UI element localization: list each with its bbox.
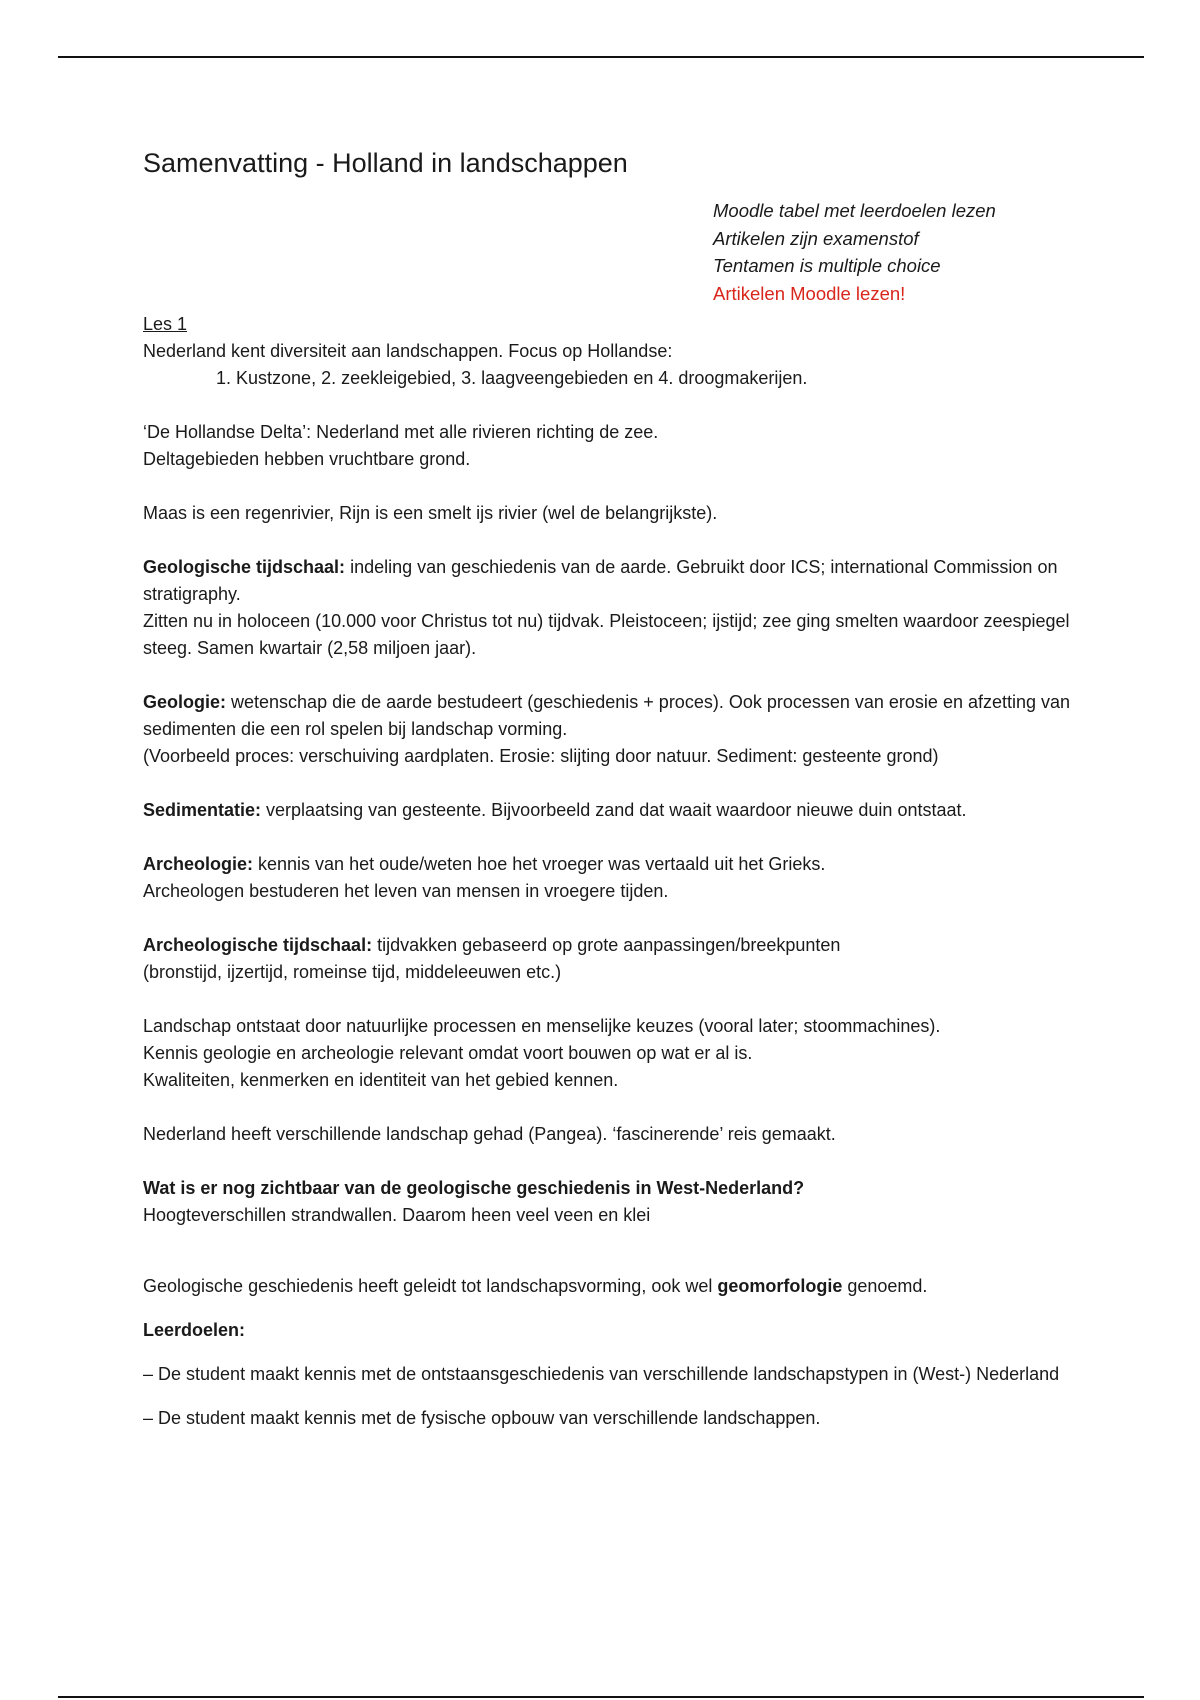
term: Sedimentatie: [143,800,262,820]
document-body [143,145,1073,1432]
term: geomorfologie [717,1276,843,1296]
archaeology-detail: Archeologen bestuderen het leven van mensen in vroegere tijden. [143,881,669,901]
term: Geologie: [143,692,227,712]
lesson-heading: Les 1 [143,314,188,334]
question-heading: Wat is er nog zichtbaar van de geologische geschiedenis in West-Nederland? [143,1178,805,1198]
geology-paragraph: Geologie: wetenschap die de aarde bestudeert (geschiedenis + proces). Ook processen van erosie en afzetting van sedimenten die een rol spelen bij landschap vorming. [143,692,1071,739]
geomorphology-paragraph: Geologische geschiedenis heeft geleidt tot landschapsvorming, ook wel geomorfologie genoemd. [143,1276,928,1296]
landscape-text: Kennis geologie en archeologie relevant omdat voort bouwen op wat er al is. [143,1043,753,1063]
note-item: Artikelen zijn examenstof [713,227,919,249]
bottom-rule [58,1696,1144,1698]
side-notes [713,197,1073,307]
geology-example: (Voorbeeld proces: verschuiving aardplaten. Erosie: slijting door natuur. Sediment: gesteente grond) [143,746,939,766]
term: Archeologie: [143,854,254,874]
intro-text: Nederland kent diversiteit aan landschappen. Focus op Hollandse: [143,341,673,361]
page-title: Samenvatting - Holland in landschappen [143,148,628,178]
landscape-text: Kwaliteiten, kenmerken en identiteit van het gebied kennen. [143,1070,619,1090]
goal-item: – De student maakt kennis met de ontstaansgeschiedenis van verschillende landschapstypen in (West-) Nederland [143,1364,1060,1384]
archaeological-timescale-detail: (bronstijd, ijzertijd, romeinse tijd, middeleeuwen etc.) [143,962,562,982]
numbered-list-item: 1. Kustzone, 2. zeekleigebied, 3. laagveengebieden en 4. droogmakerijen. [216,368,808,388]
sedimentation-paragraph: Sedimentatie: verplaatsing van gesteente. Bijvoorbeeld zand dat waait waardoor nieuwe duin ontstaat. [143,800,967,820]
delta-text: ‘De Hollandse Delta’: Nederland met alle rivieren richting de zee. [143,422,659,442]
pangea-text: Nederland heeft verschillende landschap gehad (Pangea). ‘fascinerende’ reis gemaakt. [143,1124,836,1144]
landscape-text: Landschap ontstaat door natuurlijke processen en menselijke keuzes (vooral later; stoommachines). [143,1016,941,1036]
term: Archeologische tijdschaal: [143,935,373,955]
geologic-timescale-detail: Zitten nu in holoceen (10.000 voor Christus tot nu) tijdvak. Pleistoceen; ijstijd; zee ging smelten waardoor zeespiegel steeg. Samen kwartair (2,58 miljoen jaar). [143,611,1070,658]
geologic-timescale-paragraph: Geologische tijdschaal: indeling van geschiedenis van de aarde. Gebruikt door ICS; international Commission on stratigraphy. [143,557,1058,604]
top-rule [58,56,1144,58]
note-item: Moodle tabel met leerdoelen lezen [713,200,996,221]
delta-text: Deltagebieden hebben vruchtbare grond. [143,449,471,469]
note-alert: Artikelen Moodle lezen! [713,282,906,304]
goals-heading: Leerdoelen: [143,1320,246,1340]
goal-item: – De student maakt kennis met de fysische opbouw van verschillende landschappen. [143,1408,821,1428]
archaeological-timescale-paragraph: Archeologische tijdschaal: tijdvakken gebaseerd op grote aanpassingen/breekpunten [143,935,841,955]
archaeology-paragraph: Archeologie: kennis van het oude/weten hoe het vroeger was vertaald uit het Grieks. [143,854,826,874]
note-item: Tentamen is multiple choice [713,255,941,276]
answer-text: Hoogteverschillen strandwallen. Daarom heen veel veen en klei [143,1205,651,1225]
term: Geologische tijdschaal: [143,557,346,577]
rivers-text: Maas is een regenrivier, Rijn is een smelt ijs rivier (wel de belangrijkste). [143,503,718,523]
